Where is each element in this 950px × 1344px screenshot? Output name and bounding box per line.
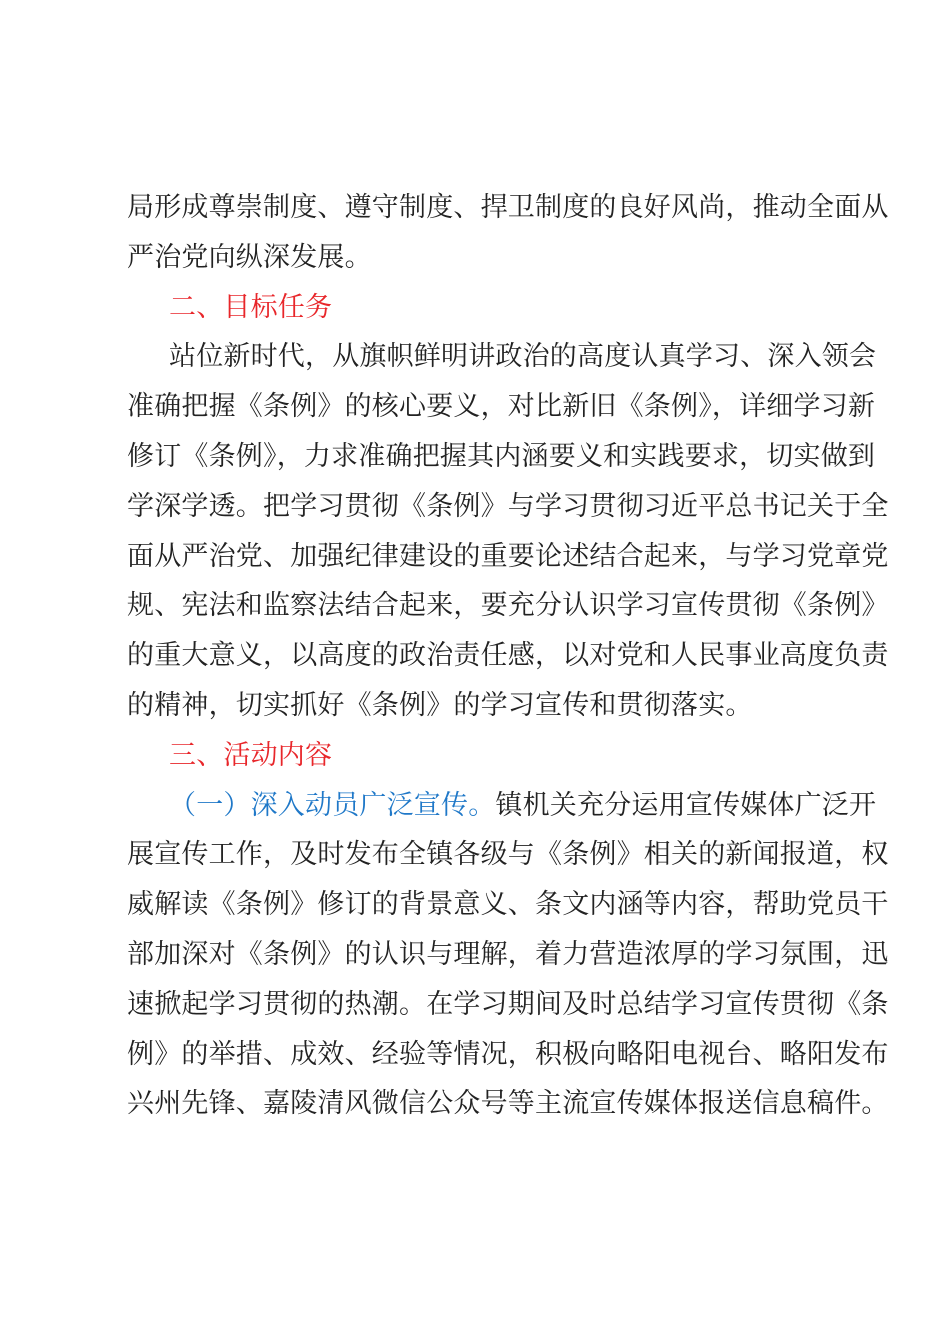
paragraph-line: 部加深对《条例》的认识与理解，着力营造浓厚的学习氛围，迅 [127, 938, 889, 970]
paragraph-line: 例》的举措、成效、经验等情况，积极向略阳电视台、略阳发布 [127, 1038, 889, 1070]
paragraph-line: 局形成尊崇制度、遵守制度、捍卫制度的良好风尚，推动全面从 [127, 192, 889, 223]
paragraph-line: 威解读《条例》修订的背景意义、条文内涵等内容，帮助党员干 [127, 889, 889, 921]
document-page [127, 183, 889, 1129]
paragraph-line: 准确把握《条例》的核心要义，对比新旧《条例》，详细学习新 [127, 391, 876, 423]
section-heading-activities: 三、活动内容 [169, 739, 333, 771]
section-heading-goals: 二、目标任务 [169, 291, 333, 323]
paragraph-line: 速掀起学习贯彻的热潮。在学习期间及时总结学习宣传贯彻《条 [127, 988, 889, 1020]
paragraph-line: 面从严治党、加强纪律建设的重要论述结合起来，与学习党章党 [127, 540, 889, 572]
paragraph-line: 规、宪法和监察法结合起来，要充分认识学习宣传贯彻《条例》 [127, 590, 889, 622]
subheading-publicity: （一）深入动员广泛宣传。 [169, 789, 496, 821]
paragraph-line: 严治党向纵深发展。 [127, 241, 372, 273]
paragraph-line: 的重大意义，以高度的政治责任感，以对党和人民事业高度负责 [127, 640, 889, 672]
paragraph-line: 修订《条例》，力求准确把握其内涵要义和实践要求，切实做到 [127, 440, 876, 472]
paragraph-line: 学深学透。把学习贯彻《条例》与学习贯彻习近平总书记关于全 [127, 490, 889, 522]
paragraph-line: 的精神，切实抓好《条例》的学习宣传和贯彻落实。 [127, 689, 753, 721]
paragraph-line-with-subheading [127, 781, 877, 831]
paragraph-line: 兴州先锋、嘉陵清风微信公众号等主流宣传媒体报送信息稿件。 [127, 1088, 889, 1120]
paragraph-line-text: 镇机关充分运用宣传媒体广泛开 [495, 789, 877, 821]
paragraph-line: 站位新时代，从旗帜鲜明讲政治的高度认真学习、深入领会 [169, 341, 877, 373]
paragraph-line: 展宣传工作，及时发布全镇各级与《条例》相关的新闻报道，权 [127, 839, 889, 871]
